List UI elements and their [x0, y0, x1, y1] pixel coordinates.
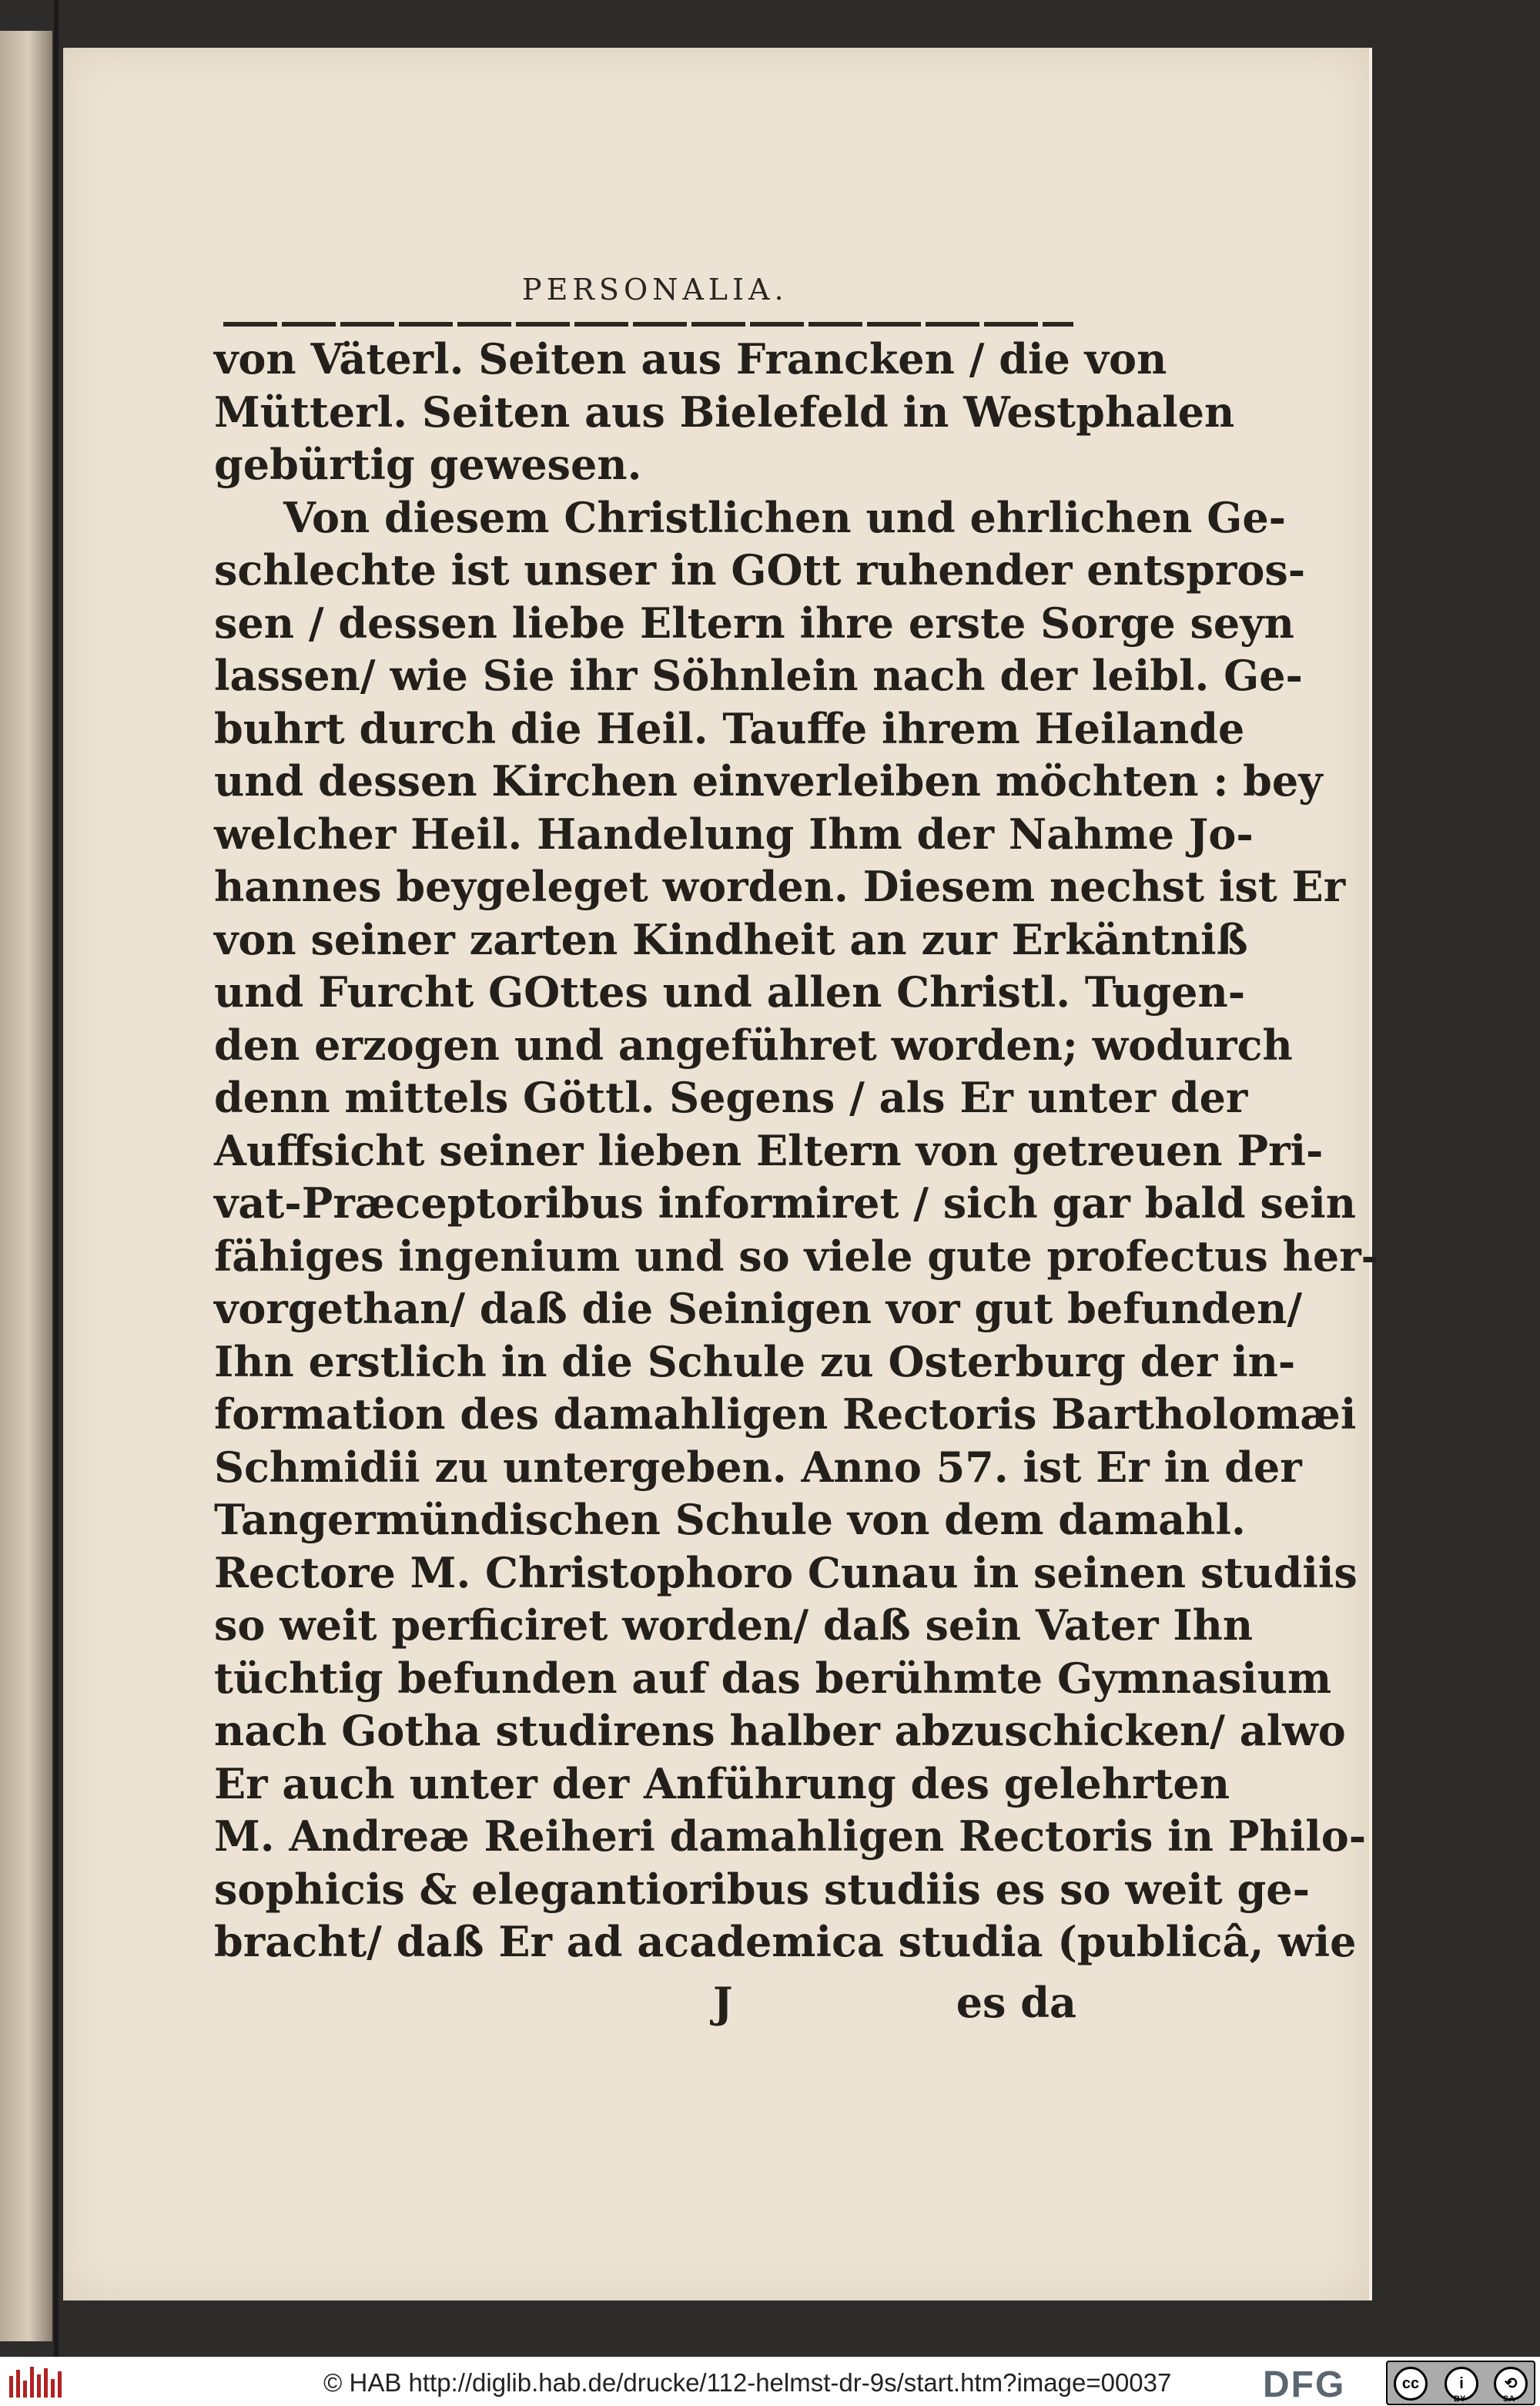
viewer-footer [0, 2357, 1540, 2406]
text-line: den erzogen und angeführet worden; wodurch [214, 1020, 1293, 1070]
text-line: Schmidii zu untergeben. Anno 57. ist Er in der [214, 1442, 1302, 1492]
license-label-sa: SA [1503, 2394, 1515, 2404]
text-line: welcher Heil. Handelung Ihm der Nahme Jo- [214, 809, 1254, 859]
binding-gutter [54, 0, 59, 2357]
text-line: Auffsicht seiner lieben Eltern von getreuen Pri- [214, 1125, 1324, 1175]
hab-logo-icon [9, 2367, 63, 2398]
text-line: und Furcht GOttes und allen Christl. Tugen- [214, 967, 1246, 1017]
catchword: es da [956, 1978, 1076, 2027]
text-line: denn mittels Göttl. Segens / als Er unter der [214, 1073, 1248, 1122]
text-line: hannes beygeleget worden. Diesem nechst ist Er [214, 862, 1346, 911]
text-line: Mütterl. Seiten aus Bielefeld in Westphalen [214, 387, 1235, 437]
text-line: Er auch unter der Anführung des gelehrten [214, 1758, 1230, 1808]
text-line: Von diesem Christlichen und ehrlichen Ge- [283, 492, 1287, 542]
text-line: und dessen Kirchen einverleiben möchten : bey [214, 756, 1323, 806]
cc-license-badge[interactable] [1386, 2361, 1535, 2405]
cc-icon: cc [1394, 2367, 1428, 2401]
text-line: formation des damahligen Rectoris Bartholomæi [214, 1389, 1357, 1439]
text-line: gebürtig gewesen. [214, 440, 642, 489]
text-line: vorgethan/ daß die Seinigen vor gut befunden/ [214, 1284, 1303, 1333]
text-line: von seiner zarten Kindheit an zur Erkäntniß [214, 914, 1248, 964]
text-line: vat-Præceptoribus informiret / sich gar bald sein [214, 1178, 1356, 1228]
text-line: sen / dessen liebe Eltern ihre erste Sorge seyn [214, 598, 1294, 648]
text-line: so weit perficiret worden/ daß sein Vater Ihn [214, 1600, 1254, 1650]
text-line: buhrt durch die Heil. Tauffe ihrem Heilande [214, 703, 1245, 753]
signature-mark: J [713, 1978, 733, 2027]
text-line: bracht/ daß Er ad academica studia (publicâ, wie [214, 1917, 1357, 1966]
header-rule [223, 322, 1073, 327]
text-line: Tangermündischen Schule von dem damahl. [214, 1495, 1246, 1544]
page-foot [214, 1978, 1076, 2032]
running-head: PERSONALIA. [522, 273, 788, 307]
text-line: Rectore M. Christophoro Cunau in seinen studiis [214, 1547, 1358, 1597]
dfg-logo: DFG [1263, 2364, 1346, 2405]
text-line: tüchtig befunden auf das berühmte Gymnasium [214, 1653, 1332, 1703]
text-line: von Väterl. Seiten aus Francken / die von [214, 334, 1167, 384]
attribution-icon: i [1445, 2367, 1478, 2401]
text-line: nach Gotha studirens halber abzuschicken/ alwo [214, 1706, 1346, 1755]
body-text [214, 333, 1379, 1969]
text-line: schlechte ist unser in GOtt ruhender entspros- [214, 545, 1306, 595]
book-page [63, 48, 1379, 2300]
text-line: sophicis & elegantioribus studiis es so weit ge- [214, 1864, 1310, 1914]
text-line: Ihn erstlich in die Schule zu Osterburg der in- [214, 1336, 1296, 1386]
license-label-by: BY [1454, 2394, 1466, 2404]
text-line: fähiges ingenium und so viele gute profectus her- [214, 1231, 1379, 1281]
text-line: M. Andreæ Reiheri damahligen Rectoris in Philo- [214, 1811, 1367, 1861]
facing-page-edge [0, 31, 52, 2341]
share-alike-icon: ⟲ [1494, 2367, 1528, 2401]
source-credit-link[interactable]: © HAB http://diglib.hab.de/drucke/112-helmst-dr-9s/start.htm?image=00037 [323, 2368, 1172, 2397]
text-line: lassen/ wie Sie ihr Söhnlein nach der leibl. Ge- [214, 651, 1303, 700]
